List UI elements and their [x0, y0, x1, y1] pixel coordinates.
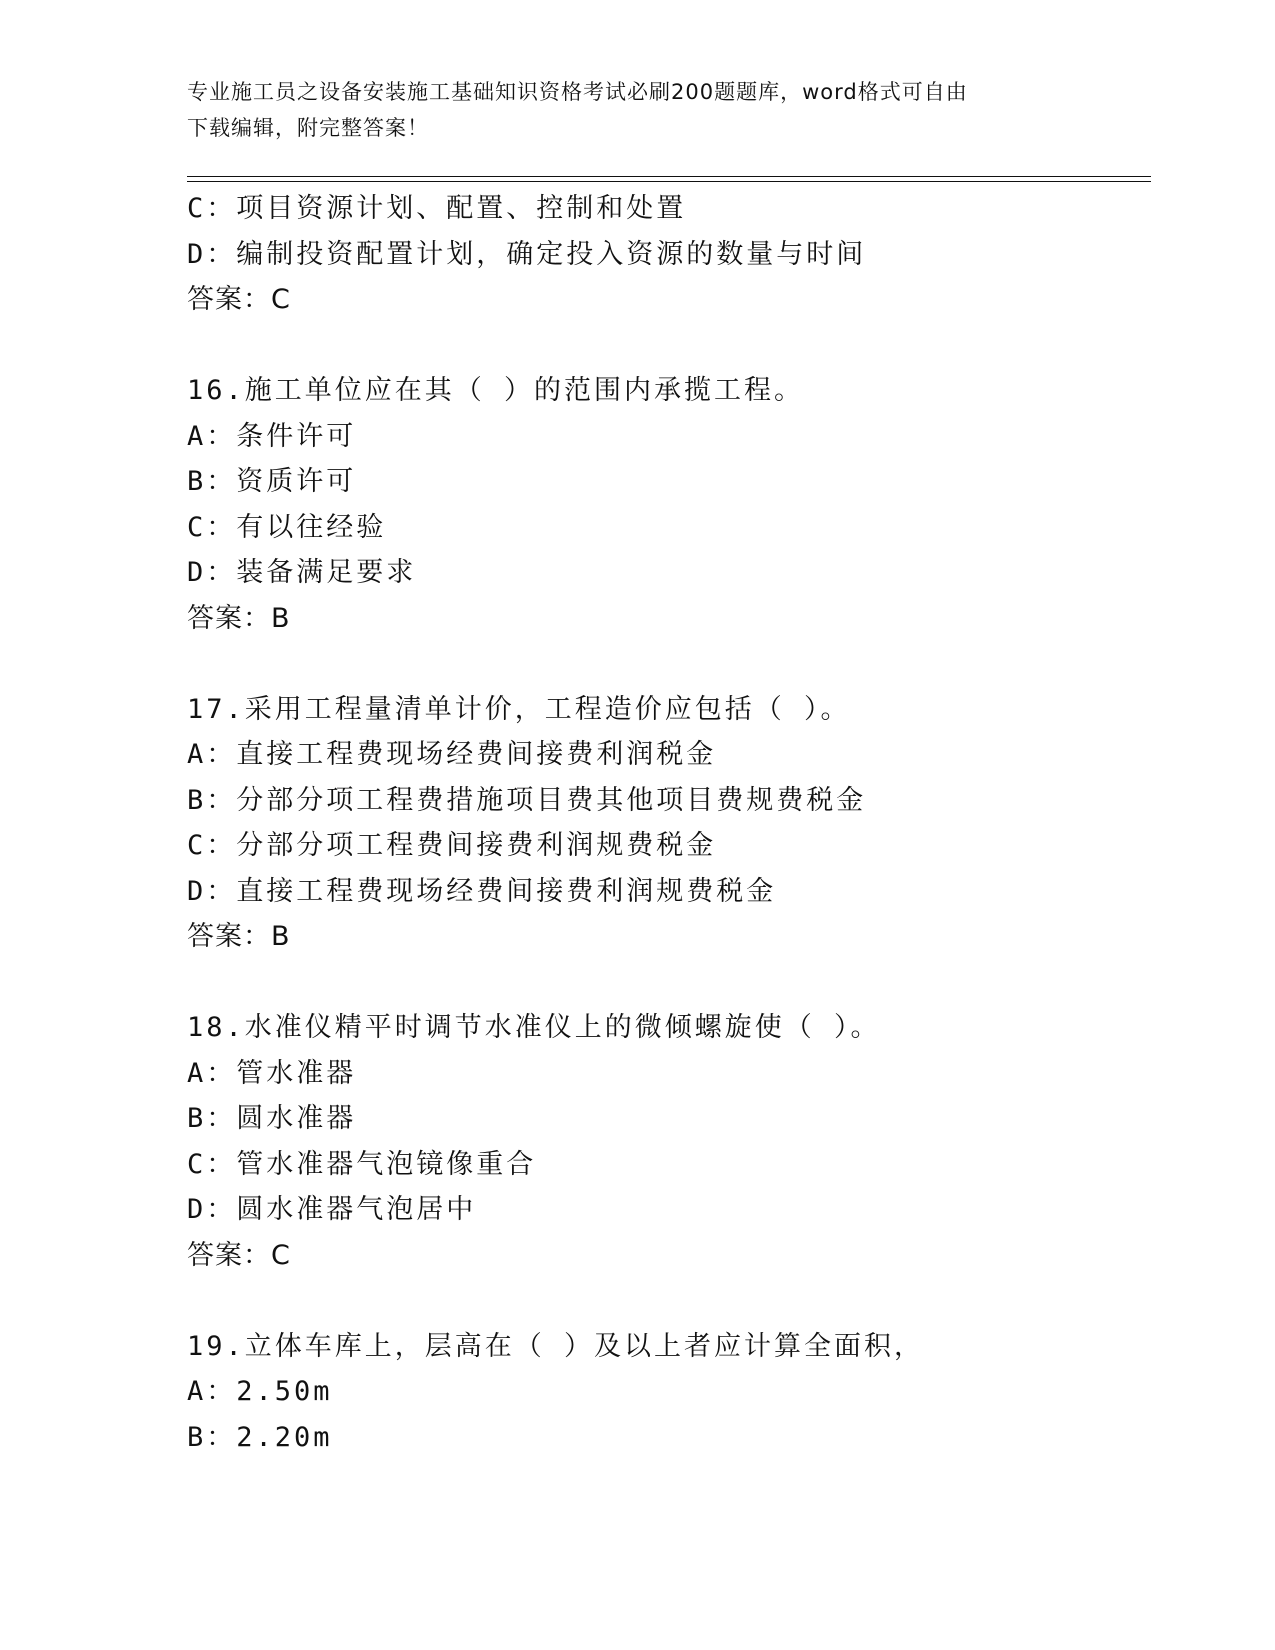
- question-stem: 17.采用工程量清单计价，工程造价应包括（ ）。: [187, 693, 851, 725]
- option-c: C：分部分项工程费间接费利润规费税金: [187, 830, 717, 861]
- option-b: B：分部分项工程费措施项目费其他项目费规费税金: [187, 784, 867, 816]
- header-line-1: 专业施工员之设备安装施工基础知识资格考试必刷200题题库，word格式可自由: [187, 80, 968, 104]
- header-divider-bottom: [187, 181, 1151, 182]
- spacer: [187, 1278, 1151, 1324]
- header-divider-top: [187, 176, 1151, 177]
- question-19: [187, 1324, 1151, 1461]
- option-a: A：直接工程费现场经费间接费利润税金: [187, 739, 717, 770]
- spacer: [187, 641, 1151, 687]
- option-c: C：管水准器气泡镜像重合: [187, 1148, 537, 1180]
- document-header: [187, 74, 1087, 146]
- question-stem: 16.施工单位应在其（ ）的范围内承揽工程。: [187, 375, 805, 406]
- option-d: D：直接工程费现场经费间接费利润规费税金: [187, 875, 777, 907]
- option-d: D：装备满足要求: [187, 557, 417, 588]
- option-b: B：2.20m: [187, 1421, 333, 1453]
- option-a: A：2.50m: [187, 1376, 333, 1407]
- option-d: D：编制投资配置计划，确定投入资源的数量与时间: [187, 238, 867, 270]
- answer: 答案：C: [187, 1239, 291, 1271]
- option-c: C：有以往经验: [187, 511, 387, 543]
- option-a: A：管水准器: [187, 1057, 357, 1089]
- question-list: [187, 186, 1151, 1460]
- answer: 答案：C: [187, 284, 291, 315]
- spacer: [187, 323, 1151, 369]
- question-stem: 19.立体车库上，层高在（ ）及以上者应计算全面积，: [187, 1330, 925, 1362]
- answer: 答案：B: [187, 921, 291, 952]
- option-a: A：条件许可: [187, 420, 357, 452]
- question-15: [187, 186, 1151, 323]
- option-b: B：圆水准器: [187, 1103, 357, 1134]
- question-18: [187, 1005, 1151, 1278]
- option-d: D：圆水准器气泡居中: [187, 1194, 477, 1225]
- answer: 答案：B: [187, 602, 291, 634]
- option-c: C：项目资源计划、配置、控制和处置: [187, 193, 687, 224]
- question-17: [187, 687, 1151, 960]
- option-b: B：资质许可: [187, 466, 357, 497]
- header-line-2: 下载编辑，附完整答案！: [187, 116, 429, 140]
- spacer: [187, 960, 1151, 1006]
- question-16: [187, 368, 1151, 641]
- question-stem: 18.水准仪精平时调节水准仪上的微倾螺旋使（ ）。: [187, 1012, 881, 1043]
